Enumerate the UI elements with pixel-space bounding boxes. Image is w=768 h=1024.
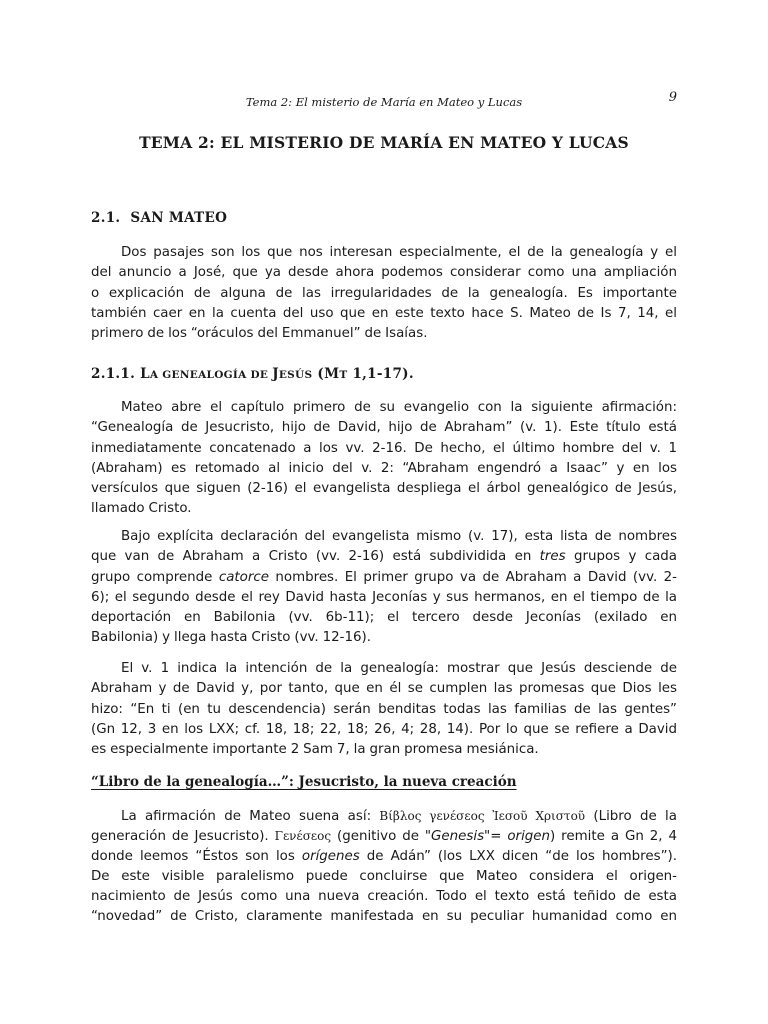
paragraph-3 <box>91 527 677 649</box>
section-heading <box>91 210 227 226</box>
subsection-number: 2.1.1. <box>91 366 136 382</box>
paragraph-line: grupo comprende catorce nombres. El primer grupo va de Abraham a David (vv. 2- <box>91 569 677 585</box>
paragraph-line: donde leemos “Éstos son los orígenes de Adán” (los LXX dicen “de los hombres”). <box>91 848 677 864</box>
paragraph-line: “Genealogía de Jesucristo, hijo de David, hijo de Abraham” (v. 1). Este título está <box>91 420 677 436</box>
subsection-title: LA GENEALOGÍA DE JESÚS (MT 1,1-17). <box>140 366 414 382</box>
paragraph-line: Babilonia) y llega hasta Cristo (vv. 12-16). <box>91 630 372 646</box>
paragraph-line: 6); el segundo desde el rey David hasta Jeconías y sus hermanos, en el tiempo de la <box>91 589 677 605</box>
chapter-title: TEMA 2: EL MISTERIO DE MARÍA EN MATEO Y LUCAS <box>139 133 629 152</box>
paragraph-line: (Gn 12, 3 en los LXX; cf. 18, 18; 22, 18; 26, 4; 28, 14). Por lo que se refiere a David <box>91 721 677 737</box>
paragraph-line: El v. 1 indica la intención de la genealogía: mostrar que Jesús desciende de <box>121 661 677 676</box>
paragraph-line: que van de Abraham a Cristo (vv. 2-16) está subdividida en tres grupos y cada <box>91 549 677 565</box>
paragraph-line: Mateo abre el capítulo primero de su evangelio con la siguiente afirmación: <box>121 400 677 415</box>
paragraph-line: deportación en Babilonia (vv. 6b-11); el tercero desde Jeconías (exilado en <box>91 610 677 626</box>
paragraph-line: La afirmación de Mateo suena así: Βίβλος γενέσεος Ἰεσοῦ Χριστοῦ (Libro de la <box>121 809 677 824</box>
section-title: SAN MATEO <box>130 210 228 226</box>
paragraph-line: versículos que siguen (2-16) el evangelista despliega el árbol genealógico de Jesús, <box>91 481 677 497</box>
subheading: “Libro de la genealogía…”: Jesucristo, la nueva creación <box>91 774 517 790</box>
paragraph-line: “novedad” de Cristo, claramente manifestada en su peculiar humanidad como en <box>91 909 677 925</box>
paragraph-4 <box>91 659 677 760</box>
paragraph-1 <box>91 243 677 344</box>
paragraph-line: o explicación de alguna de las irregularidades de la genealogía. Es importante <box>91 285 677 301</box>
paragraph-line: nacimiento de Jesús como una nueva creación. Todo el texto está teñido de esta <box>91 889 677 905</box>
paragraph-5 <box>91 806 677 928</box>
paragraph-line: del anuncio a José, que ya desde ahora podemos considerar como una ampliación <box>91 265 677 281</box>
section-number: 2.1. <box>91 210 121 226</box>
paragraph-line: Dos pasajes son los que nos interesan especialmente, el de la genealogía y el <box>121 245 677 260</box>
paragraph-2 <box>91 398 677 520</box>
page-number: 9 <box>668 90 677 105</box>
document-page <box>91 0 677 1024</box>
paragraph-line: generación de Jesucristo). Γενέσεος (genitivo de "Genesis"= origen) remite a Gn 2, 4 <box>91 829 677 845</box>
paragraph-line: hizo: “En ti (en tu descendencia) serán benditas todas las familias de las gentes” <box>91 701 677 717</box>
paragraph-line: también caer en la cuenta del uso que en este texto hace S. Mateo de Is 7, 14, el <box>91 305 677 321</box>
paragraph-line: Abraham y de David y, por tanto, que en él se cumplen las promesas que Dios les <box>91 681 677 697</box>
paragraph-line: llamado Cristo. <box>91 501 192 517</box>
paragraph-line: (Abraham) es retomado al inicio del v. 2: “Abraham engendró a Isaac” y en los <box>91 460 677 476</box>
running-header: Tema 2: El misterio de María en Mateo y Lucas <box>245 95 523 109</box>
paragraph-line: Bajo explícita declaración del evangelista mismo (v. 17), esta lista de nombres <box>121 529 677 544</box>
paragraph-line: De este visible paralelismo puede concluirse que Mateo considera el origen- <box>91 868 677 884</box>
paragraph-line: primero de los “oráculos del Emmanuel” de Isaías. <box>91 326 428 342</box>
subsection-heading <box>91 366 414 382</box>
paragraph-line: es especialmente importante 2 Sam 7, la gran promesa mesiánica. <box>91 742 539 758</box>
paragraph-line: inmediatamente concatenado a los vv. 2-16. De hecho, el último hombre del v. 1 <box>91 440 677 456</box>
